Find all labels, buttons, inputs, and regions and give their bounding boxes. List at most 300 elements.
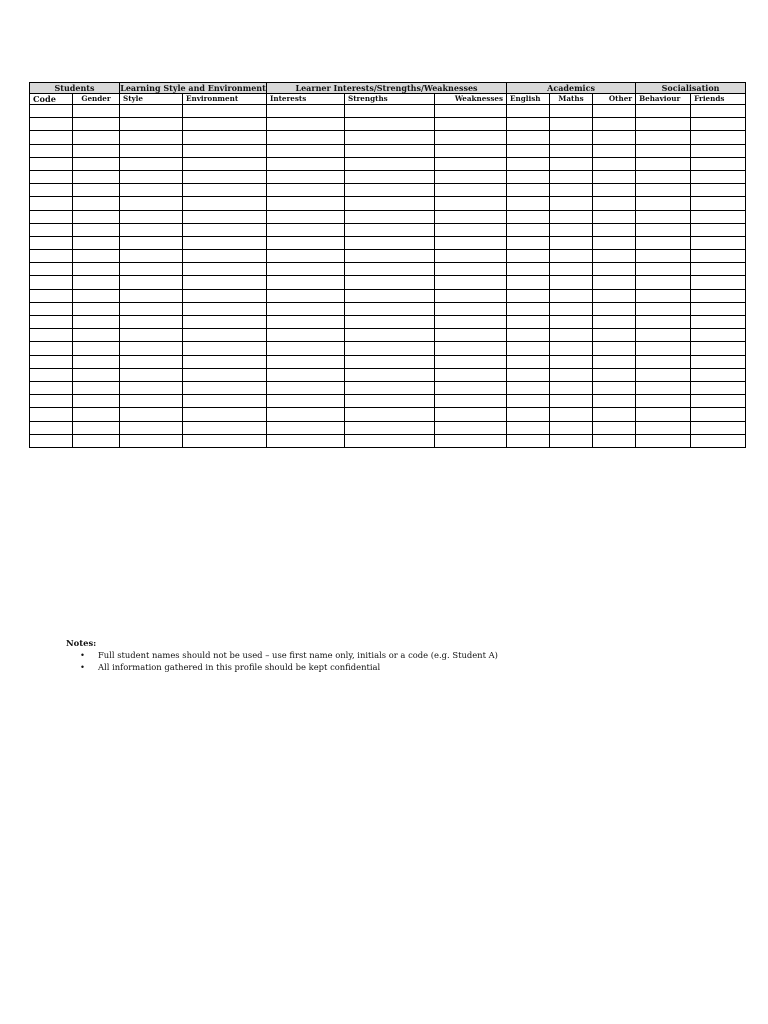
table-cell[interactable] — [345, 118, 435, 131]
table-cell[interactable] — [435, 131, 507, 144]
table-cell[interactable] — [593, 342, 636, 355]
table-cell[interactable] — [30, 236, 73, 249]
table-cell[interactable] — [550, 368, 593, 381]
table-cell[interactable] — [183, 434, 267, 447]
table-cell[interactable] — [345, 408, 435, 421]
table-cell[interactable] — [345, 263, 435, 276]
table-cell[interactable] — [507, 408, 550, 421]
table-cell[interactable] — [73, 395, 120, 408]
table-cell[interactable] — [507, 197, 550, 210]
table-cell[interactable] — [73, 421, 120, 434]
table-cell[interactable] — [267, 210, 345, 223]
table-cell[interactable] — [636, 289, 691, 302]
table-cell[interactable] — [183, 157, 267, 170]
table-cell[interactable] — [636, 276, 691, 289]
table-cell[interactable] — [691, 355, 746, 368]
table-cell[interactable] — [30, 105, 73, 118]
table-cell[interactable] — [73, 223, 120, 236]
table-cell[interactable] — [507, 236, 550, 249]
table-cell[interactable] — [550, 395, 593, 408]
table-cell[interactable] — [550, 302, 593, 315]
table-cell[interactable] — [550, 170, 593, 183]
table-cell[interactable] — [267, 302, 345, 315]
table-cell[interactable] — [593, 408, 636, 421]
table-cell[interactable] — [435, 223, 507, 236]
table-cell[interactable] — [30, 395, 73, 408]
table-cell[interactable] — [183, 368, 267, 381]
table-cell[interactable] — [691, 421, 746, 434]
table-cell[interactable] — [120, 170, 183, 183]
table-cell[interactable] — [73, 368, 120, 381]
table-cell[interactable] — [691, 236, 746, 249]
table-cell[interactable] — [73, 236, 120, 249]
table-cell[interactable] — [267, 157, 345, 170]
table-cell[interactable] — [30, 131, 73, 144]
table-cell[interactable] — [435, 105, 507, 118]
table-cell[interactable] — [691, 263, 746, 276]
table-cell[interactable] — [550, 157, 593, 170]
table-cell[interactable] — [435, 395, 507, 408]
table-cell[interactable] — [183, 276, 267, 289]
table-cell[interactable] — [435, 118, 507, 131]
table-cell[interactable] — [345, 184, 435, 197]
table-cell[interactable] — [120, 236, 183, 249]
table-cell[interactable] — [435, 197, 507, 210]
table-cell[interactable] — [267, 395, 345, 408]
table-cell[interactable] — [435, 355, 507, 368]
table-cell[interactable] — [120, 434, 183, 447]
table-cell[interactable] — [345, 421, 435, 434]
table-cell[interactable] — [507, 105, 550, 118]
table-cell[interactable] — [636, 170, 691, 183]
table-cell[interactable] — [636, 381, 691, 394]
table-cell[interactable] — [267, 118, 345, 131]
table-cell[interactable] — [593, 289, 636, 302]
table-cell[interactable] — [73, 105, 120, 118]
table-cell[interactable] — [183, 355, 267, 368]
table-cell[interactable] — [345, 316, 435, 329]
table-cell[interactable] — [435, 368, 507, 381]
table-cell[interactable] — [435, 236, 507, 249]
table-cell[interactable] — [507, 342, 550, 355]
table-cell[interactable] — [507, 263, 550, 276]
table-cell[interactable] — [267, 368, 345, 381]
table-cell[interactable] — [691, 316, 746, 329]
table-cell[interactable] — [120, 329, 183, 342]
table-cell[interactable] — [120, 210, 183, 223]
table-cell[interactable] — [30, 316, 73, 329]
table-cell[interactable] — [550, 276, 593, 289]
table-cell[interactable] — [120, 105, 183, 118]
table-cell[interactable] — [636, 250, 691, 263]
table-cell[interactable] — [593, 395, 636, 408]
table-cell[interactable] — [183, 408, 267, 421]
table-cell[interactable] — [120, 276, 183, 289]
table-cell[interactable] — [593, 368, 636, 381]
table-cell[interactable] — [593, 197, 636, 210]
table-cell[interactable] — [435, 434, 507, 447]
table-cell[interactable] — [507, 329, 550, 342]
table-cell[interactable] — [30, 381, 73, 394]
table-cell[interactable] — [345, 105, 435, 118]
table-cell[interactable] — [345, 395, 435, 408]
table-cell[interactable] — [30, 118, 73, 131]
table-cell[interactable] — [183, 170, 267, 183]
table-cell[interactable] — [691, 144, 746, 157]
table-cell[interactable] — [267, 408, 345, 421]
table-cell[interactable] — [183, 395, 267, 408]
table-cell[interactable] — [435, 381, 507, 394]
table-cell[interactable] — [120, 302, 183, 315]
table-cell[interactable] — [593, 184, 636, 197]
table-cell[interactable] — [691, 184, 746, 197]
table-cell[interactable] — [267, 223, 345, 236]
table-cell[interactable] — [636, 236, 691, 249]
table-cell[interactable] — [183, 184, 267, 197]
table-cell[interactable] — [120, 355, 183, 368]
table-cell[interactable] — [636, 105, 691, 118]
table-cell[interactable] — [73, 131, 120, 144]
table-cell[interactable] — [593, 263, 636, 276]
table-cell[interactable] — [691, 131, 746, 144]
table-cell[interactable] — [73, 316, 120, 329]
table-cell[interactable] — [267, 342, 345, 355]
table-cell[interactable] — [183, 131, 267, 144]
table-cell[interactable] — [183, 421, 267, 434]
table-cell[interactable] — [345, 236, 435, 249]
table-cell[interactable] — [507, 210, 550, 223]
table-cell[interactable] — [267, 263, 345, 276]
table-cell[interactable] — [120, 131, 183, 144]
table-cell[interactable] — [593, 250, 636, 263]
table-cell[interactable] — [267, 105, 345, 118]
table-cell[interactable] — [345, 342, 435, 355]
table-cell[interactable] — [30, 421, 73, 434]
table-cell[interactable] — [507, 316, 550, 329]
table-cell[interactable] — [30, 355, 73, 368]
table-cell[interactable] — [73, 250, 120, 263]
table-cell[interactable] — [73, 170, 120, 183]
table-cell[interactable] — [507, 131, 550, 144]
table-cell[interactable] — [183, 118, 267, 131]
table-cell[interactable] — [691, 223, 746, 236]
table-cell[interactable] — [550, 223, 593, 236]
table-cell[interactable] — [550, 184, 593, 197]
table-cell[interactable] — [593, 355, 636, 368]
table-cell[interactable] — [550, 250, 593, 263]
table-cell[interactable] — [120, 408, 183, 421]
table-cell[interactable] — [30, 329, 73, 342]
table-cell[interactable] — [120, 289, 183, 302]
table-cell[interactable] — [183, 302, 267, 315]
table-cell[interactable] — [593, 434, 636, 447]
table-cell[interactable] — [73, 289, 120, 302]
table-cell[interactable] — [30, 289, 73, 302]
table-cell[interactable] — [593, 144, 636, 157]
table-cell[interactable] — [691, 105, 746, 118]
table-cell[interactable] — [345, 197, 435, 210]
table-cell[interactable] — [593, 302, 636, 315]
table-cell[interactable] — [120, 421, 183, 434]
table-cell[interactable] — [550, 434, 593, 447]
table-cell[interactable] — [593, 421, 636, 434]
table-cell[interactable] — [435, 157, 507, 170]
table-cell[interactable] — [435, 408, 507, 421]
table-cell[interactable] — [120, 197, 183, 210]
table-cell[interactable] — [183, 263, 267, 276]
table-cell[interactable] — [267, 355, 345, 368]
table-cell[interactable] — [593, 329, 636, 342]
table-cell[interactable] — [691, 197, 746, 210]
table-cell[interactable] — [691, 368, 746, 381]
table-cell[interactable] — [345, 144, 435, 157]
table-cell[interactable] — [345, 368, 435, 381]
table-cell[interactable] — [550, 144, 593, 157]
table-cell[interactable] — [435, 302, 507, 315]
table-cell[interactable] — [73, 355, 120, 368]
table-cell[interactable] — [267, 329, 345, 342]
table-cell[interactable] — [345, 170, 435, 183]
table-cell[interactable] — [691, 157, 746, 170]
table-cell[interactable] — [30, 210, 73, 223]
table-cell[interactable] — [550, 131, 593, 144]
table-cell[interactable] — [636, 118, 691, 131]
table-cell[interactable] — [691, 118, 746, 131]
table-cell[interactable] — [73, 329, 120, 342]
table-cell[interactable] — [550, 210, 593, 223]
table-cell[interactable] — [636, 355, 691, 368]
table-cell[interactable] — [636, 316, 691, 329]
table-cell[interactable] — [183, 223, 267, 236]
table-cell[interactable] — [345, 302, 435, 315]
table-cell[interactable] — [267, 197, 345, 210]
table-cell[interactable] — [550, 408, 593, 421]
table-cell[interactable] — [30, 302, 73, 315]
table-cell[interactable] — [345, 276, 435, 289]
table-cell[interactable] — [73, 184, 120, 197]
table-cell[interactable] — [73, 276, 120, 289]
table-cell[interactable] — [636, 421, 691, 434]
table-cell[interactable] — [636, 157, 691, 170]
table-cell[interactable] — [30, 434, 73, 447]
table-cell[interactable] — [183, 250, 267, 263]
table-cell[interactable] — [30, 197, 73, 210]
table-cell[interactable] — [267, 144, 345, 157]
table-cell[interactable] — [30, 276, 73, 289]
table-cell[interactable] — [507, 434, 550, 447]
table-cell[interactable] — [183, 236, 267, 249]
table-cell[interactable] — [550, 329, 593, 342]
table-cell[interactable] — [691, 434, 746, 447]
table-cell[interactable] — [30, 408, 73, 421]
table-cell[interactable] — [636, 144, 691, 157]
table-cell[interactable] — [507, 223, 550, 236]
table-cell[interactable] — [120, 381, 183, 394]
table-cell[interactable] — [183, 381, 267, 394]
table-cell[interactable] — [550, 381, 593, 394]
table-cell[interactable] — [267, 184, 345, 197]
table-cell[interactable] — [691, 170, 746, 183]
table-cell[interactable] — [593, 236, 636, 249]
table-cell[interactable] — [73, 302, 120, 315]
table-cell[interactable] — [636, 302, 691, 315]
table-cell[interactable] — [120, 157, 183, 170]
table-cell[interactable] — [593, 118, 636, 131]
table-cell[interactable] — [435, 421, 507, 434]
table-cell[interactable] — [593, 210, 636, 223]
table-cell[interactable] — [120, 223, 183, 236]
table-cell[interactable] — [183, 316, 267, 329]
table-cell[interactable] — [267, 316, 345, 329]
table-cell[interactable] — [73, 197, 120, 210]
table-cell[interactable] — [345, 157, 435, 170]
table-cell[interactable] — [636, 184, 691, 197]
table-cell[interactable] — [636, 342, 691, 355]
table-cell[interactable] — [550, 105, 593, 118]
table-cell[interactable] — [550, 289, 593, 302]
table-cell[interactable] — [30, 170, 73, 183]
table-cell[interactable] — [73, 342, 120, 355]
table-cell[interactable] — [267, 276, 345, 289]
table-cell[interactable] — [435, 250, 507, 263]
table-cell[interactable] — [691, 381, 746, 394]
table-cell[interactable] — [507, 395, 550, 408]
table-cell[interactable] — [120, 263, 183, 276]
table-cell[interactable] — [267, 421, 345, 434]
table-cell[interactable] — [120, 368, 183, 381]
table-cell[interactable] — [636, 434, 691, 447]
table-cell[interactable] — [691, 289, 746, 302]
table-cell[interactable] — [267, 434, 345, 447]
table-cell[interactable] — [550, 197, 593, 210]
table-cell[interactable] — [267, 289, 345, 302]
table-cell[interactable] — [636, 197, 691, 210]
table-cell[interactable] — [73, 263, 120, 276]
table-cell[interactable] — [435, 184, 507, 197]
table-cell[interactable] — [507, 118, 550, 131]
table-cell[interactable] — [550, 118, 593, 131]
table-cell[interactable] — [267, 131, 345, 144]
table-cell[interactable] — [30, 144, 73, 157]
table-cell[interactable] — [593, 157, 636, 170]
table-cell[interactable] — [507, 381, 550, 394]
table-cell[interactable] — [30, 184, 73, 197]
table-cell[interactable] — [30, 250, 73, 263]
table-cell[interactable] — [593, 223, 636, 236]
table-cell[interactable] — [435, 144, 507, 157]
table-cell[interactable] — [507, 355, 550, 368]
table-cell[interactable] — [507, 170, 550, 183]
table-cell[interactable] — [183, 289, 267, 302]
table-cell[interactable] — [636, 210, 691, 223]
table-cell[interactable] — [691, 408, 746, 421]
table-cell[interactable] — [691, 302, 746, 315]
table-cell[interactable] — [593, 276, 636, 289]
table-cell[interactable] — [345, 289, 435, 302]
table-cell[interactable] — [120, 118, 183, 131]
table-cell[interactable] — [550, 236, 593, 249]
table-cell[interactable] — [30, 342, 73, 355]
table-cell[interactable] — [345, 381, 435, 394]
table-cell[interactable] — [550, 342, 593, 355]
table-cell[interactable] — [267, 236, 345, 249]
table-cell[interactable] — [507, 144, 550, 157]
table-cell[interactable] — [593, 131, 636, 144]
table-cell[interactable] — [691, 395, 746, 408]
table-cell[interactable] — [120, 144, 183, 157]
table-cell[interactable] — [435, 170, 507, 183]
table-cell[interactable] — [183, 197, 267, 210]
table-cell[interactable] — [73, 408, 120, 421]
table-cell[interactable] — [73, 157, 120, 170]
table-cell[interactable] — [345, 210, 435, 223]
table-cell[interactable] — [345, 131, 435, 144]
table-cell[interactable] — [120, 250, 183, 263]
table-cell[interactable] — [120, 395, 183, 408]
table-cell[interactable] — [636, 131, 691, 144]
table-cell[interactable] — [507, 368, 550, 381]
table-cell[interactable] — [636, 223, 691, 236]
table-cell[interactable] — [345, 223, 435, 236]
table-cell[interactable] — [183, 105, 267, 118]
table-cell[interactable] — [183, 210, 267, 223]
table-cell[interactable] — [507, 302, 550, 315]
table-cell[interactable] — [507, 184, 550, 197]
table-cell[interactable] — [593, 105, 636, 118]
table-cell[interactable] — [691, 250, 746, 263]
table-cell[interactable] — [267, 170, 345, 183]
table-cell[interactable] — [435, 289, 507, 302]
table-cell[interactable] — [73, 381, 120, 394]
table-cell[interactable] — [435, 342, 507, 355]
table-cell[interactable] — [636, 329, 691, 342]
table-cell[interactable] — [691, 210, 746, 223]
table-cell[interactable] — [435, 263, 507, 276]
table-cell[interactable] — [345, 434, 435, 447]
table-cell[interactable] — [593, 381, 636, 394]
table-cell[interactable] — [636, 408, 691, 421]
table-cell[interactable] — [507, 276, 550, 289]
table-cell[interactable] — [345, 329, 435, 342]
table-cell[interactable] — [120, 342, 183, 355]
table-cell[interactable] — [435, 329, 507, 342]
table-cell[interactable] — [435, 276, 507, 289]
table-cell[interactable] — [30, 157, 73, 170]
table-cell[interactable] — [550, 316, 593, 329]
table-cell[interactable] — [183, 329, 267, 342]
table-cell[interactable] — [183, 144, 267, 157]
table-cell[interactable] — [345, 355, 435, 368]
table-cell[interactable] — [267, 381, 345, 394]
table-cell[interactable] — [691, 329, 746, 342]
table-cell[interactable] — [267, 250, 345, 263]
table-cell[interactable] — [550, 263, 593, 276]
table-cell[interactable] — [345, 250, 435, 263]
table-cell[interactable] — [593, 316, 636, 329]
table-cell[interactable] — [636, 368, 691, 381]
table-cell[interactable] — [73, 144, 120, 157]
table-cell[interactable] — [691, 342, 746, 355]
table-cell[interactable] — [691, 276, 746, 289]
table-cell[interactable] — [183, 342, 267, 355]
table-cell[interactable] — [73, 434, 120, 447]
table-cell[interactable] — [507, 289, 550, 302]
table-cell[interactable] — [73, 210, 120, 223]
table-cell[interactable] — [636, 263, 691, 276]
table-cell[interactable] — [435, 210, 507, 223]
table-cell[interactable] — [435, 316, 507, 329]
table-cell[interactable] — [550, 355, 593, 368]
